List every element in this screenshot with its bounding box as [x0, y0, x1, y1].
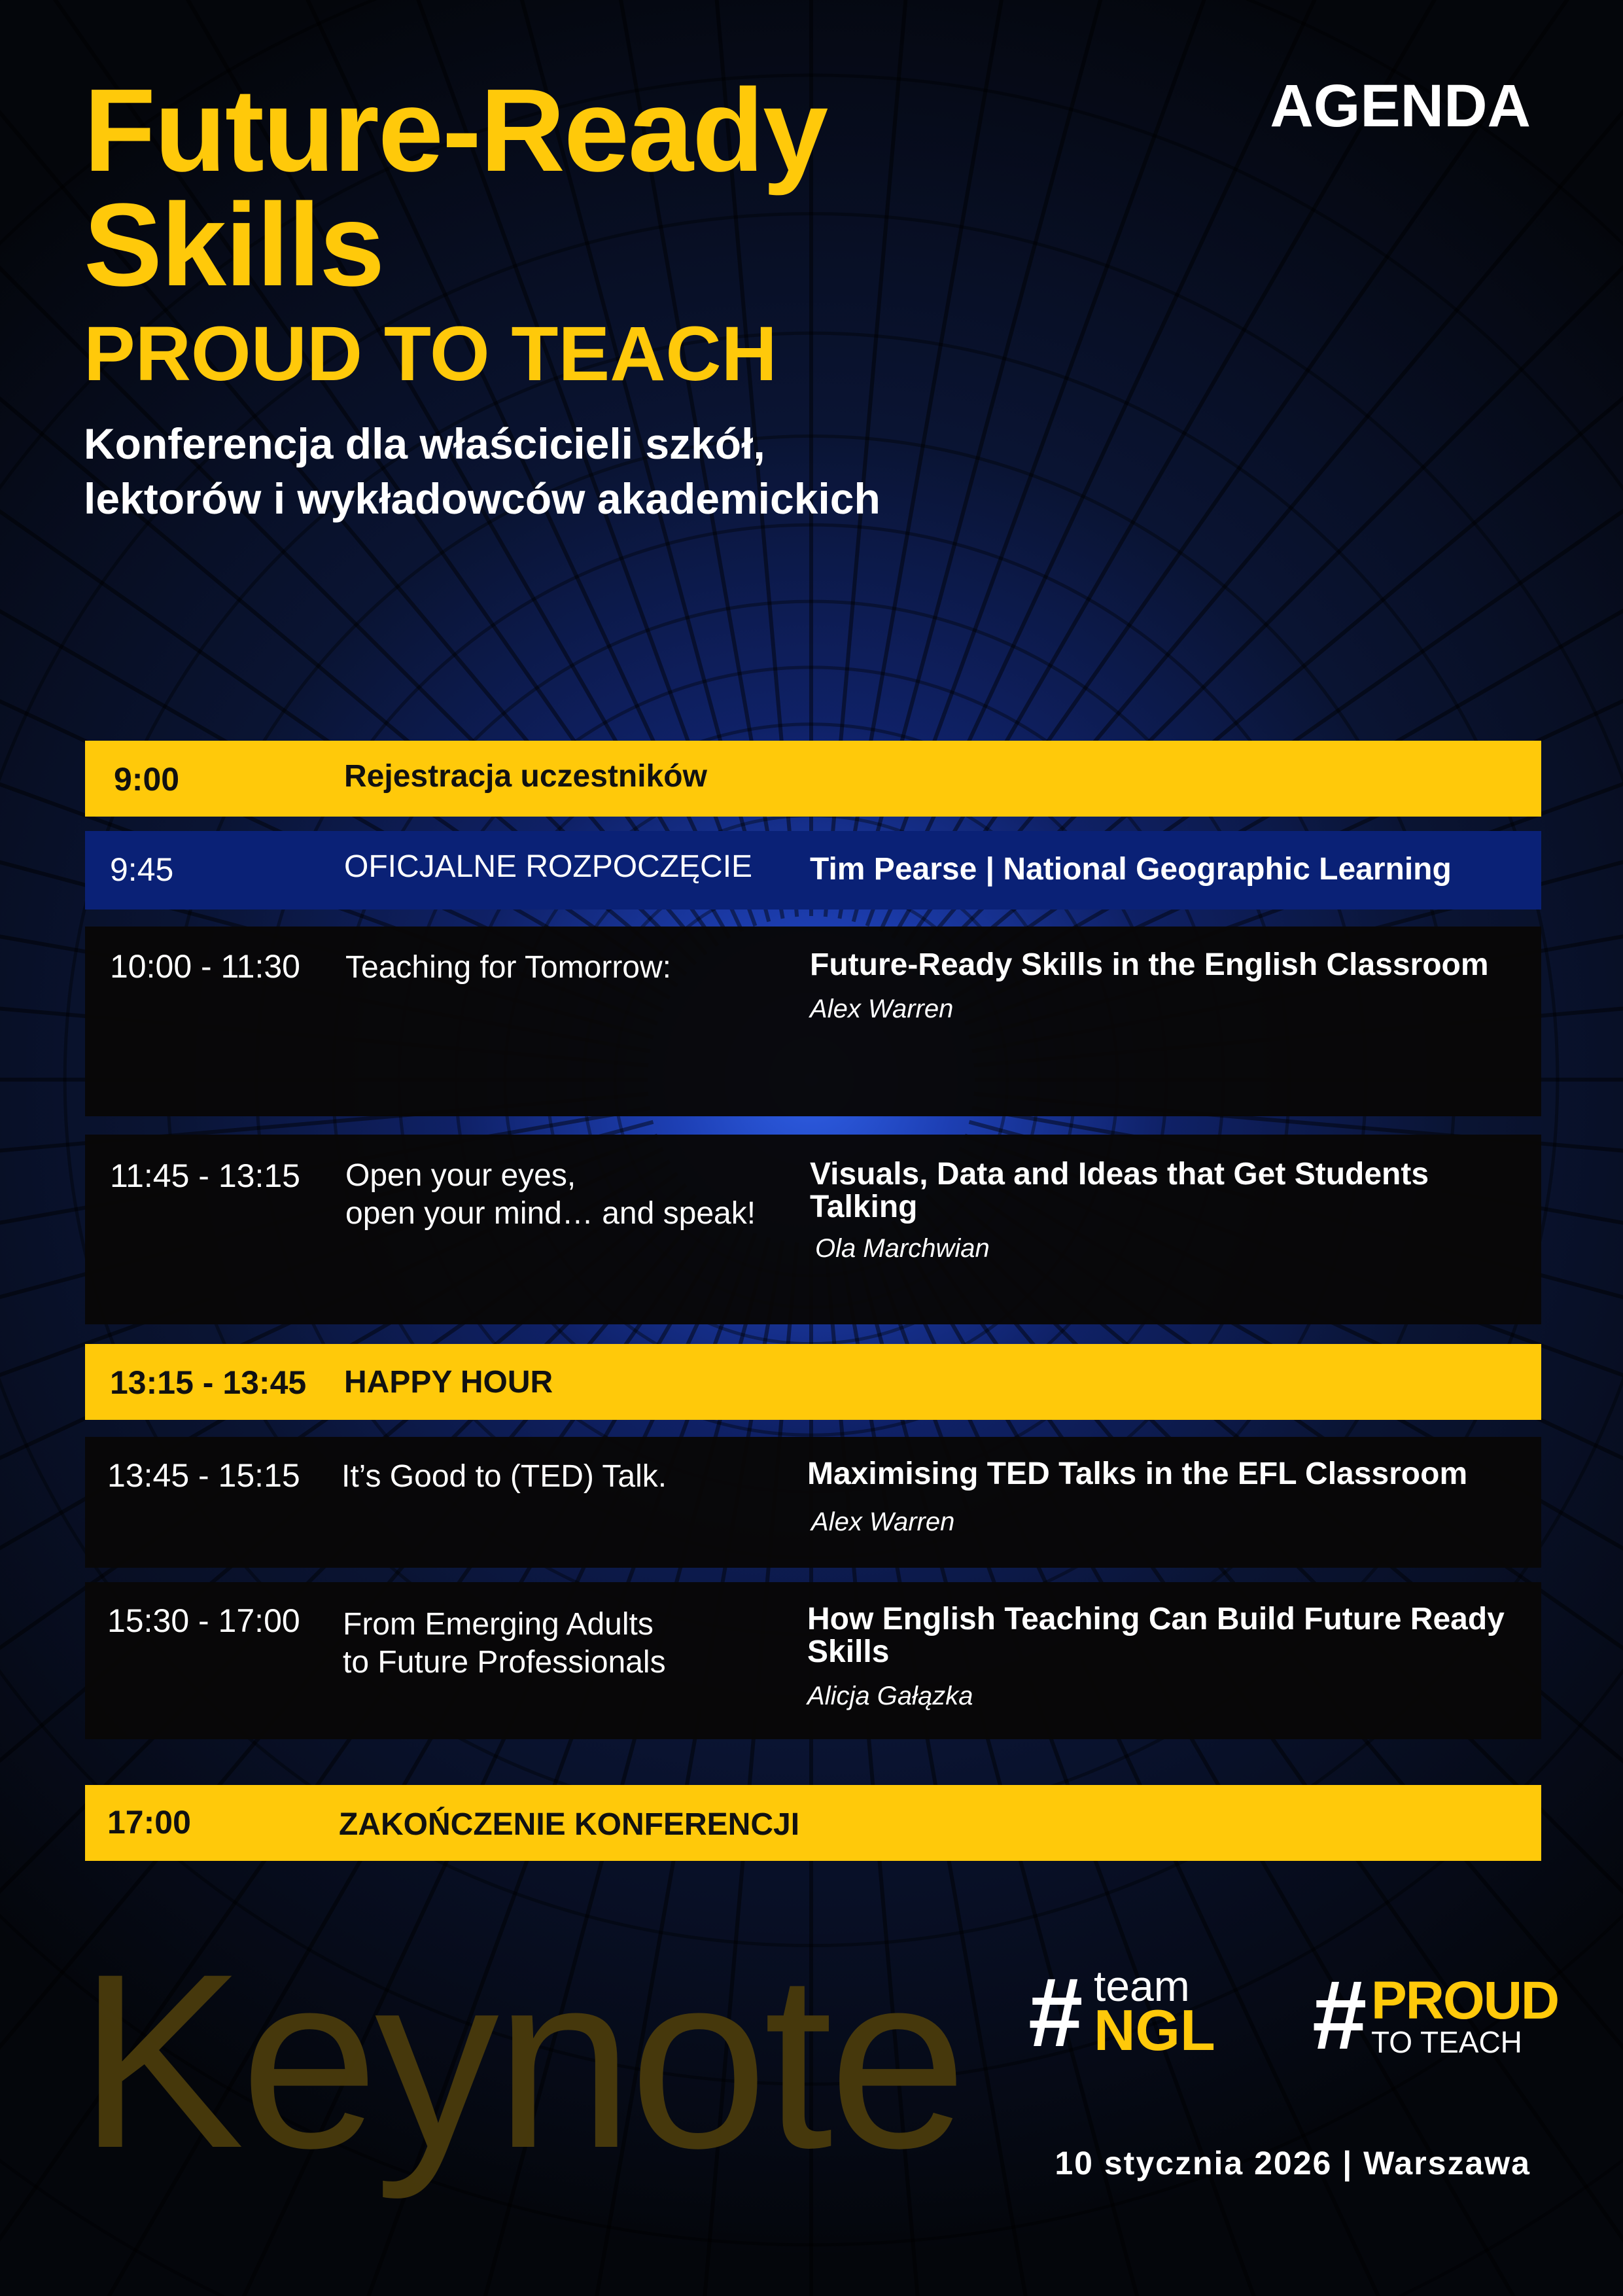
- row-time: 13:15 - 13:45: [110, 1364, 307, 1401]
- hashtag-ngl-word: NGL: [1094, 1998, 1215, 2062]
- description-line-2: lektorów i wykładowców akademickich: [84, 474, 881, 523]
- schedule-row-closing: [85, 1785, 1541, 1861]
- row-session: How English Teaching Can Build Future Ready Skills: [807, 1602, 1505, 1669]
- row-time: 9:45: [110, 851, 174, 888]
- hashtag-team-word: team: [1094, 1962, 1190, 2010]
- keynote-watermark: Keynote: [79, 1922, 964, 2200]
- row-topic: From Emerging Adults to Future Professionals: [343, 1607, 666, 1680]
- description-line-1: Konferencja dla właścicieli szkół,: [84, 419, 765, 468]
- row-session: Visuals, Data and Ideas that Get Students Talking: [810, 1157, 1429, 1224]
- page-subtitle: PROUD TO TEACH: [84, 311, 777, 397]
- row-topic: OFICJALNE ROZPOCZĘCIE: [344, 849, 753, 884]
- schedule-row-session-2: [85, 1135, 1541, 1324]
- schedule-row-opening: [85, 831, 1541, 910]
- agenda-label: AGENDA: [1270, 73, 1531, 139]
- row-session: Maximising TED Talks in the EFL Classroom: [807, 1457, 1468, 1491]
- row-time: 13:45 - 15:15: [107, 1457, 300, 1494]
- row-speaker: Ola Marchwian: [815, 1234, 990, 1263]
- row-time: 15:30 - 17:00: [107, 1602, 300, 1639]
- schedule-row-session-4: [85, 1582, 1541, 1739]
- row-speaker: Alex Warren: [811, 1508, 955, 1536]
- row-time: 11:45 - 13:15: [110, 1157, 300, 1194]
- schedule-row-session-1: [85, 927, 1541, 1116]
- row-topic: ZAKOŃCZENIE KONFERENCJI: [339, 1807, 800, 1842]
- schedule-row-registration: [85, 741, 1541, 817]
- row-topic: Open your eyes, open your mind… and speak!: [345, 1158, 756, 1231]
- row-topic: HAPPY HOUR: [344, 1365, 553, 1400]
- row-topic: Rejestracja uczestników: [344, 759, 707, 794]
- row-speaker: Alicja Gałązka: [807, 1682, 973, 1710]
- hashtag-proud-to-teach: [1312, 1960, 1559, 2070]
- event-date-location: 10 stycznia 2026 | Warszawa: [1055, 2145, 1531, 2181]
- row-session: Tim Pearse | National Geographic Learning: [810, 852, 1452, 887]
- row-topic: It’s Good to (TED) Talk.: [341, 1459, 667, 1494]
- hashtag-symbol: #: [1312, 1960, 1367, 2070]
- row-time: 9:00: [114, 761, 180, 798]
- schedule-row-session-3: [85, 1437, 1541, 1568]
- hashtag-to-teach-word: TO TEACH: [1371, 2025, 1522, 2059]
- row-time: 17:00: [107, 1804, 191, 1841]
- title-line-2: Skills: [84, 179, 384, 311]
- row-session: Future-Ready Skills in the English Classroom: [810, 947, 1489, 982]
- hashtag-proud-word: PROUD: [1371, 1971, 1559, 2030]
- row-topic: Teaching for Tomorrow:: [345, 950, 671, 985]
- row-speaker: Alex Warren: [810, 995, 954, 1023]
- page-title: [84, 65, 1065, 311]
- conference-description: [84, 416, 1065, 526]
- schedule-row-happy-hour: [85, 1344, 1541, 1420]
- row-time: 10:00 - 11:30: [110, 948, 300, 985]
- hashtag-team-ngl: [1028, 1957, 1238, 2067]
- hashtag-symbol: #: [1028, 1957, 1083, 2067]
- title-line-1: Future-Ready: [84, 65, 828, 196]
